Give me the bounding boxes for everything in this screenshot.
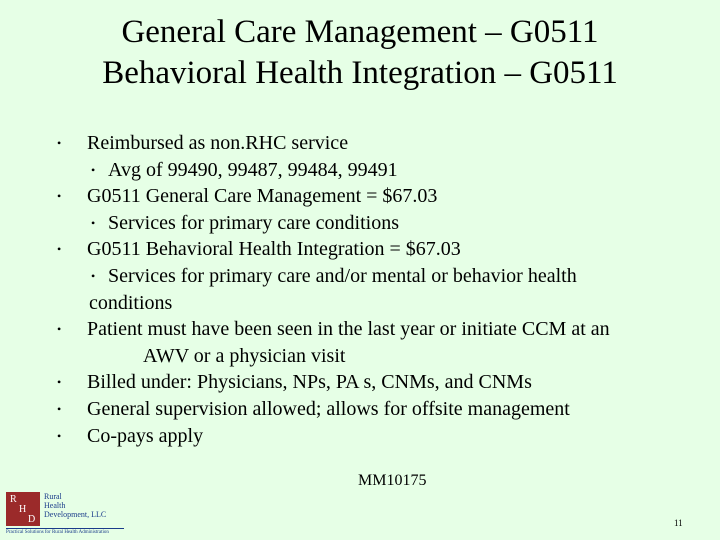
bullet-text: Patient must have been seen in the last year or initiate CCM at an xyxy=(87,318,610,341)
bullet-text: G0511 Behavioral Health Integration = $67.03 xyxy=(87,238,461,261)
reference-code: MM10175 xyxy=(358,472,427,489)
sub-list-item-continuation xyxy=(0,290,720,317)
bullet-list xyxy=(0,130,720,449)
sub-bullet-marker: • xyxy=(91,268,96,283)
list-item xyxy=(0,423,720,450)
slide-title xyxy=(0,12,720,94)
logo-wordmark xyxy=(44,492,106,519)
bullet-marker: • xyxy=(57,401,62,416)
list-item-continuation xyxy=(0,343,720,370)
logo-letter-r: R xyxy=(10,494,17,505)
company-logo xyxy=(6,492,124,536)
list-item xyxy=(0,183,720,210)
sub-bullet-marker: • xyxy=(91,162,96,177)
list-item xyxy=(0,369,720,396)
sub-bullet-text: Avg of 99490, 99487, 99484, 99491 xyxy=(108,158,398,181)
logo-letter-d: D xyxy=(28,514,36,525)
sub-list-item xyxy=(0,263,720,290)
sub-bullet-text: Services for primary care and/or mental or behavior health xyxy=(108,264,577,287)
title-line-1: General Care Management – G0511 xyxy=(121,14,599,50)
bullet-marker: • xyxy=(57,242,62,257)
logo-mark xyxy=(6,492,40,526)
sub-bullet-marker: • xyxy=(91,215,96,230)
sub-bullet-text: Services for primary care conditions xyxy=(108,211,400,234)
list-item xyxy=(0,396,720,423)
sub-bullet-continuation-text: conditions xyxy=(89,291,173,314)
bullet-text: Reimbursed as non.RHC service xyxy=(87,132,349,154)
list-item xyxy=(0,130,720,157)
bullet-marker: • xyxy=(57,136,62,150)
bullet-marker: • xyxy=(57,189,62,204)
page-number: 11 xyxy=(674,518,683,528)
sub-list-item xyxy=(0,210,720,237)
list-item xyxy=(0,316,720,343)
title-line-2: Behavioral Health Integration – G0511 xyxy=(102,55,618,91)
list-item xyxy=(0,236,720,263)
logo-name-line-2: Health xyxy=(44,501,66,510)
bullet-continuation-text: AWV or a physician visit xyxy=(143,344,346,367)
logo-name-line-3: Development, LLC xyxy=(44,510,107,519)
bullet-text: Billed under: Physicians, NPs, PA s, CNMs, and CNMs xyxy=(87,371,532,394)
bullet-text: Co-pays apply xyxy=(87,424,204,447)
sub-list-item xyxy=(0,157,720,184)
logo-letter-h: H xyxy=(19,504,27,515)
bullet-marker: • xyxy=(57,322,62,337)
logo-divider xyxy=(6,528,124,529)
logo-name-line-1: Rural xyxy=(44,492,62,501)
bullet-marker: • xyxy=(57,428,62,443)
bullet-text: G0511 General Care Management = $67.03 xyxy=(87,185,438,208)
bullet-text: General supervision allowed; allows for offsite management xyxy=(87,397,570,420)
bullet-marker: • xyxy=(57,375,62,390)
logo-tagline: Practical Solutions for Rural Health Administration xyxy=(6,530,109,535)
